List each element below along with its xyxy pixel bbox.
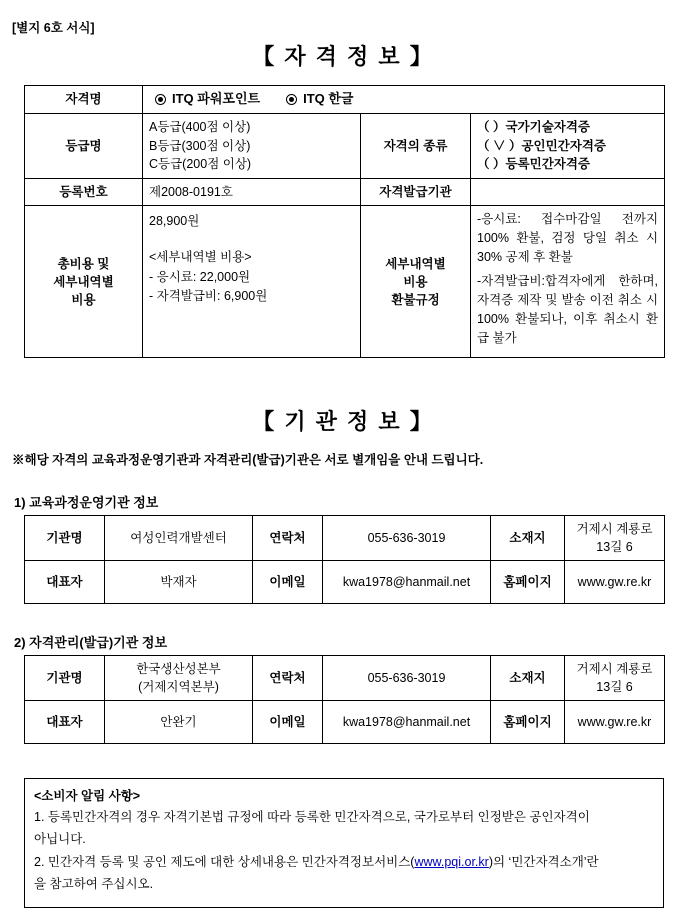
cert-kind-list	[471, 113, 665, 178]
consumer-notice-item-2-lead: 2. 민간자격 등록 및 공인 제도에 대한 상세내용은 민간자격정보서비스(	[34, 854, 415, 869]
label-org-name: 기관명	[25, 656, 105, 701]
value-total-cost: 28,900원	[149, 214, 200, 229]
value-org1-contact: 055-636-3019	[323, 516, 491, 561]
grade-item: C등급(200점 이상)	[149, 157, 252, 172]
section-title-qualification-info: 【 자 격 정 보 】	[252, 44, 434, 69]
label-location: 소재지	[491, 656, 565, 701]
radio-icon[interactable]	[286, 94, 297, 105]
pqi-website-link[interactable]: www.pqi.or.kr	[414, 854, 489, 869]
value-org2-email[interactable]: kwa1978@hanmail.net	[323, 701, 491, 744]
table-row	[25, 701, 665, 744]
organization-notice: ※해당 자격의 교육과정운영기관과 자격관리(발급)기관은 서로 별개임을 안내 드립니다.	[12, 453, 484, 467]
form-code: [별지 6호 서식]	[12, 21, 95, 35]
radio-option-itq-powerpoint[interactable]	[155, 90, 260, 109]
label-location: 소재지	[491, 516, 565, 561]
value-org1-location: 거제시 계룡로13길 6	[565, 516, 665, 561]
label-representative: 대표자	[25, 701, 105, 744]
radio-icon[interactable]	[155, 94, 166, 105]
label-total-cost-line2: 세부내역별	[53, 274, 114, 289]
refund-policy-exam-fee: -응시료: 접수마감일 전까지 100% 환불, 검정 당일 취소 시 30% 공제 후 환불	[477, 212, 659, 264]
label-cert-kind: 자격의 종류	[361, 113, 471, 178]
value-org2-representative: 안완기	[105, 701, 253, 744]
label-email: 이메일	[253, 701, 323, 744]
label-registration-number: 등록번호	[25, 179, 143, 206]
refund-policy-cell	[471, 206, 665, 358]
grade-item: A등급(400점 이상)	[149, 119, 251, 134]
label-total-cost	[25, 206, 143, 358]
label-contact: 연락처	[253, 516, 323, 561]
label-refund-line2: 비용	[403, 274, 428, 289]
value-org2-homepage[interactable]: www.gw.re.kr	[565, 701, 665, 744]
consumer-notice-item-1	[34, 808, 654, 827]
label-issuing-organization: 자격발급기관	[361, 179, 471, 206]
cost-detail-block	[149, 248, 354, 306]
cert-kind-item-registered-private[interactable]: （ ）등록민간자격증	[477, 157, 590, 172]
cert-name-options	[143, 86, 665, 114]
label-homepage: 홈페이지	[491, 701, 565, 744]
consumer-notice-item-1-line1: 1. 등록민간자격의 경우 자격기본법 규정에 따라 등록한 민간자격으로, 국가로부터 인정받은 공인자격이	[34, 810, 590, 824]
value-org2-name	[105, 656, 253, 701]
cert-kind-item-approved-private[interactable]: （ ∨ ）공인민간자격증	[477, 138, 606, 153]
refund-policy-issue-fee: -자격발급비:합격자에게 한하며, 자격증 제작 및 발송 이전 취소 시 100% 환불되나, 이후 취소시 환급 불가	[477, 274, 659, 345]
consumer-notice-box	[24, 778, 664, 908]
table-row-cost	[25, 206, 665, 358]
cost-detail-title: <세부내역별 비용>	[149, 250, 252, 265]
table-row	[25, 656, 665, 701]
label-total-cost-line3: 비용	[71, 292, 96, 307]
table-row	[25, 561, 665, 604]
section-title-organization-info: 【 기 관 정 보 】	[252, 409, 434, 434]
value-issuing-organization	[471, 179, 665, 206]
training-organization-table	[24, 515, 665, 604]
cert-kind-item-national[interactable]: （ ）국가기술자격증	[477, 119, 590, 134]
consumer-notice-item-2-tail: )의 ‘민간자격소개’란	[488, 854, 599, 869]
label-email: 이메일	[253, 561, 323, 604]
radio-option-label: ITQ 파워포인트	[172, 91, 261, 106]
cost-breakdown-cell	[143, 206, 361, 358]
table-row	[25, 516, 665, 561]
value-org2-name-line2: (거제지역본부)	[138, 680, 219, 695]
subsection-label-training-org: 1) 교육과정운영기관 정보	[14, 495, 159, 510]
value-org2-contact: 055-636-3019	[323, 656, 491, 701]
label-refund-line3: 환불규정	[391, 292, 440, 307]
radio-option-itq-hangul[interactable]	[286, 90, 353, 109]
label-representative: 대표자	[25, 561, 105, 604]
radio-option-label: ITQ 한글	[303, 91, 354, 106]
label-refund-policy	[361, 206, 471, 358]
value-org1-email[interactable]: kwa1978@hanmail.net	[323, 561, 491, 604]
label-total-cost-line1: 총비용 및	[57, 256, 110, 271]
value-org1-name: 여성인력개발센터	[105, 516, 253, 561]
label-grade-name: 등급명	[25, 113, 143, 178]
qualification-info-table	[24, 85, 665, 358]
value-org1-representative: 박재자	[105, 561, 253, 604]
label-org-name: 기관명	[25, 516, 105, 561]
consumer-notice-item-1-cont: 아닙니다.	[34, 832, 86, 847]
cost-detail-item-exam-fee: - 응시료: 22,000원	[149, 269, 251, 284]
label-homepage: 홈페이지	[491, 561, 565, 604]
table-row-cert-name	[25, 86, 665, 114]
certifying-organization-table	[24, 655, 665, 744]
value-org2-location: 거제시 계룡로13길 6	[565, 656, 665, 701]
value-org1-homepage[interactable]: www.gw.re.kr	[565, 561, 665, 604]
consumer-notice-item-2	[34, 853, 654, 872]
label-refund-line1: 세부내역별	[385, 256, 446, 271]
grade-list	[143, 113, 361, 178]
consumer-notice-title: <소비자 알림 사항>	[34, 789, 141, 803]
value-org2-name-line1: 한국생산성본부	[136, 662, 221, 676]
label-contact: 연락처	[253, 656, 323, 701]
consumer-notice-item-2-cont: 을 참고하여 주십시오.	[34, 877, 154, 892]
label-cert-name: 자격명	[25, 86, 143, 114]
table-row-grade	[25, 113, 665, 178]
grade-item: B등급(300점 이상)	[149, 138, 251, 153]
table-row-registration	[25, 179, 665, 206]
cost-detail-item-issue-fee: - 자격발급비: 6,900원	[149, 289, 268, 304]
subsection-label-certifying-org: 2) 자격관리(발급)기관 정보	[14, 635, 168, 650]
value-registration-number: 제2008-0191호	[143, 179, 361, 206]
